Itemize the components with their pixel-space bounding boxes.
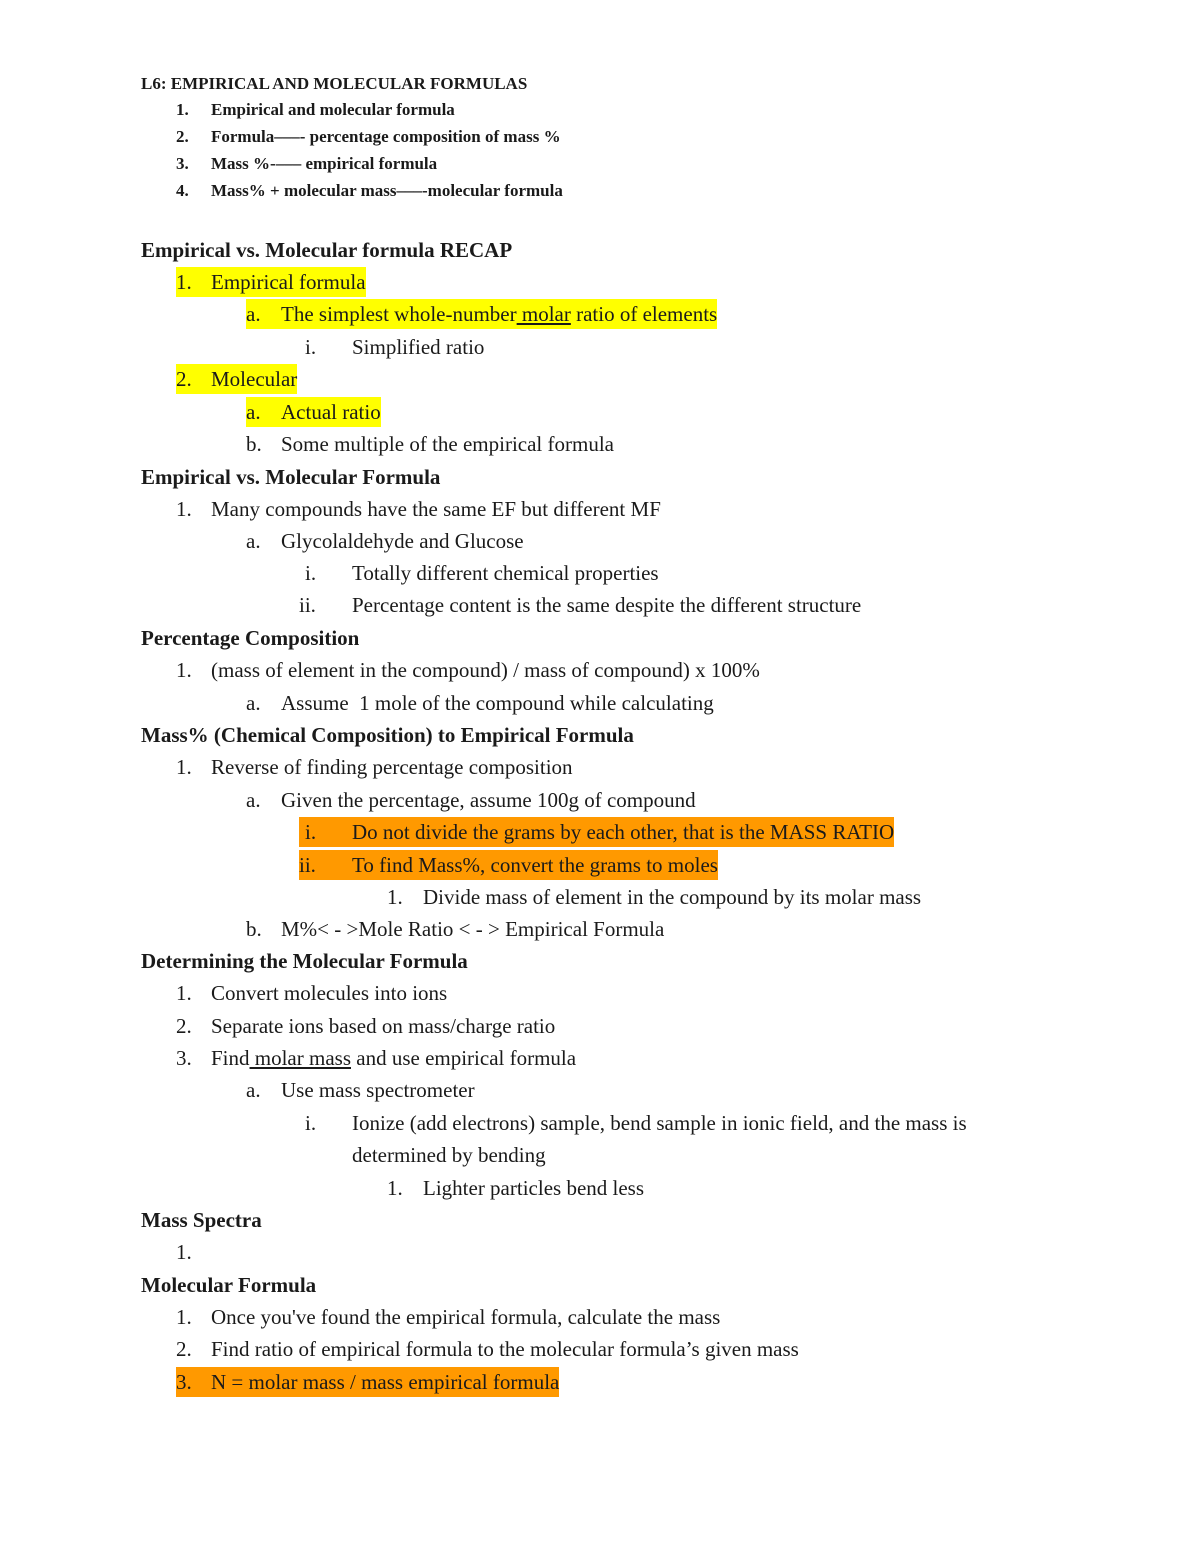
list-item — [246, 526, 524, 556]
list-item — [176, 655, 760, 685]
intro-item-num: 1. — [176, 100, 189, 119]
list-text: Given the percentage, assume 100g of compound — [281, 788, 696, 812]
list-text: Percentage content is the same despite the different structure — [352, 593, 862, 617]
intro-item-text: Mass %-––– empirical formula — [211, 154, 438, 173]
list-number: 1. — [176, 270, 192, 294]
list-text: M%< - >Mole Ratio < - > Empirical Formula — [281, 917, 665, 941]
intro-item-num: 3. — [176, 154, 189, 173]
list-item — [246, 299, 717, 329]
list-text: ratio of elements — [570, 302, 718, 326]
list-item — [299, 590, 861, 620]
list-item — [305, 1108, 967, 1138]
list-item — [246, 688, 714, 718]
list-text: Lighter particles bend less — [423, 1176, 645, 1200]
list-number: 1. — [176, 1305, 192, 1329]
section-heading: Mass% (Chemical Composition) to Empirical Formula — [141, 723, 634, 747]
list-item — [305, 332, 484, 362]
list-item — [176, 267, 366, 297]
list-number: 2. — [176, 1014, 192, 1038]
list-letter: a. — [246, 400, 261, 424]
list-roman: ii. — [299, 593, 316, 617]
list-item — [176, 978, 447, 1008]
list-number: 1. — [176, 981, 192, 1005]
list-text: Assume 1 mole of the compound while calculating — [281, 691, 714, 715]
list-roman: i. — [305, 1111, 317, 1135]
list-item — [246, 397, 381, 427]
list-number: 2. — [176, 1337, 192, 1361]
list-item — [176, 1302, 720, 1332]
list-letter: a. — [246, 529, 261, 553]
section-heading: Mass Spectra — [141, 1208, 262, 1232]
list-text: To find Mass%, convert the grams to moles — [352, 853, 718, 877]
list-text: Some multiple of the empirical formula — [281, 432, 614, 456]
list-text: Molecular — [211, 367, 298, 391]
list-item — [176, 1043, 576, 1073]
list-text: (mass of element in the compound) / mass of compound) x 100% — [211, 658, 760, 682]
list-text: Many compounds have the same EF but different MF — [211, 497, 661, 521]
list-text: Divide mass of element in the compound by its molar mass — [423, 885, 922, 909]
list-text: Find — [211, 1046, 250, 1070]
list-item — [299, 850, 718, 880]
list-roman: ii. — [299, 853, 316, 877]
list-text: Reverse of finding percentage composition — [211, 755, 573, 779]
list-item — [176, 1011, 555, 1041]
list-letter: a. — [246, 788, 261, 812]
list-letter: a. — [246, 1078, 261, 1102]
list-item — [387, 882, 921, 912]
section-heading: Molecular Formula — [141, 1273, 317, 1297]
intro-item-text: Formula–––- percentage composition of mass % — [211, 127, 561, 146]
list-text: Simplified ratio — [352, 335, 485, 359]
list-text: Totally different chemical properties — [352, 561, 659, 585]
list-item — [176, 752, 573, 782]
list-number: 1. — [176, 1240, 192, 1264]
list-item — [299, 817, 894, 847]
list-number: 1. — [176, 755, 192, 779]
underlined-term: molar mass — [249, 1046, 351, 1070]
list-text: Convert molecules into ions — [211, 981, 448, 1005]
list-text: Actual ratio — [281, 400, 381, 424]
list-number: 1. — [176, 658, 192, 682]
list-item — [246, 1075, 475, 1105]
list-item — [246, 429, 614, 459]
list-text: Do not divide the grams by each other, that is the MASS RATIO — [352, 820, 895, 844]
list-item — [387, 1173, 644, 1203]
page-title: L6: EMPIRICAL AND MOLECULAR FORMULAS — [141, 74, 528, 93]
list-letter: a. — [246, 302, 261, 326]
list-item — [176, 1334, 799, 1364]
list-text-continued: determined by bending — [352, 1143, 546, 1167]
list-text: The simplest whole-number — [281, 302, 517, 326]
list-roman: i. — [305, 335, 317, 359]
section-heading: Empirical vs. Molecular Formula — [141, 465, 441, 489]
list-text: Separate ions based on mass/charge ratio — [211, 1014, 556, 1038]
list-text: Empirical formula — [211, 270, 366, 294]
list-number: 1. — [176, 497, 192, 521]
list-text: Once you've found the empirical formula, calculate the mass — [211, 1305, 721, 1329]
list-item — [176, 1237, 211, 1267]
section-heading: Percentage Composition — [141, 626, 360, 650]
list-item — [305, 558, 659, 588]
list-text: Glycolaldehyde and Glucose — [281, 529, 524, 553]
list-text: N = molar mass / mass empirical formula — [211, 1370, 560, 1394]
list-letter: b. — [246, 917, 262, 941]
list-item — [176, 1367, 559, 1397]
list-number: 3. — [176, 1046, 192, 1070]
list-text: and use empirical formula — [351, 1046, 577, 1070]
list-item — [176, 494, 661, 524]
underlined-term: molar — [516, 302, 571, 326]
list-number: 3. — [176, 1370, 192, 1394]
list-text: Find ratio of empirical formula to the molecular formula’s given mass — [211, 1337, 799, 1361]
intro-item-num: 2. — [176, 127, 189, 146]
list-item — [246, 785, 696, 815]
intro-item-text: Empirical and molecular formula — [211, 100, 455, 119]
list-text: Ionize (add electrons) sample, bend sample in ionic field, and the mass is — [352, 1111, 967, 1135]
intro-item-num: 4. — [176, 181, 189, 200]
intro-item-text: Mass% + molecular mass–––-molecular formula — [211, 181, 563, 200]
list-letter: a. — [246, 691, 261, 715]
list-roman: i. — [305, 561, 317, 585]
list-number: 1. — [387, 1176, 403, 1200]
list-item — [246, 914, 664, 944]
section-heading: Determining the Molecular Formula — [141, 949, 468, 973]
section-heading: Empirical vs. Molecular formula RECAP — [141, 238, 513, 262]
list-letter: b. — [246, 432, 262, 456]
list-number: 1. — [387, 885, 403, 909]
list-text: Use mass spectrometer — [281, 1078, 475, 1102]
list-number: 2. — [176, 367, 192, 391]
list-roman: i. — [305, 820, 317, 844]
list-item — [176, 364, 297, 394]
